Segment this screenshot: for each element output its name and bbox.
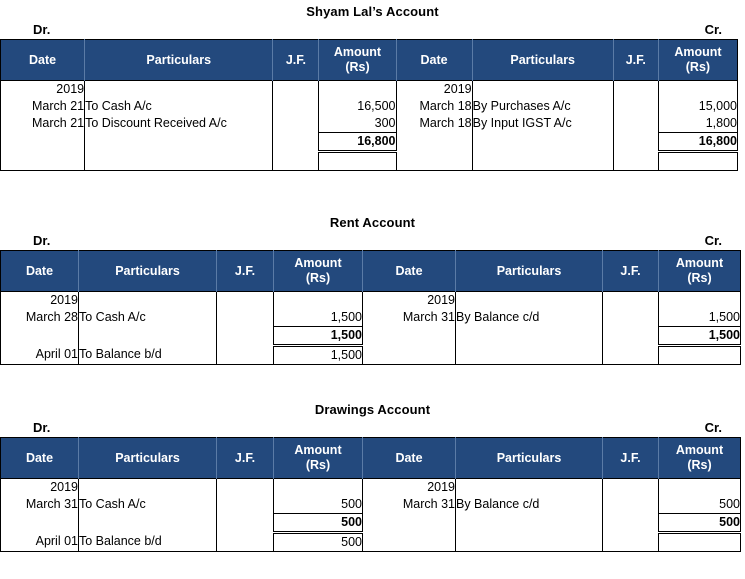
cell-year-credit: 2019	[363, 479, 456, 497]
credit-side-label: Cr.	[704, 22, 722, 37]
cell-total-credit: 1,500	[659, 327, 741, 346]
ledger-table-rent	[0, 250, 741, 365]
cell-particulars	[472, 81, 613, 99]
cell-amount: 1,500	[659, 309, 741, 327]
cell-jf	[273, 81, 319, 99]
cell-particulars: To Cash A/c	[79, 309, 217, 327]
cell-particulars: To Cash A/c	[79, 496, 217, 514]
header-particulars-debit: Particulars	[79, 251, 217, 292]
header-amount-line2: (Rs)	[687, 271, 712, 285]
cell-spacer	[273, 133, 319, 152]
header-amount-line1: Amount	[294, 443, 342, 457]
cell-date: March 31	[1, 496, 79, 514]
debit-side-label: Dr.	[33, 22, 51, 37]
cell-spacer	[456, 327, 603, 346]
cell-spacer	[603, 327, 659, 346]
header-date-debit: Date	[1, 251, 79, 292]
table-total-row	[1, 133, 738, 152]
cell-amount: 500	[659, 496, 741, 514]
cell-year-credit: 2019	[363, 292, 456, 310]
header-jf-credit: J.F.	[603, 438, 659, 479]
cell-particulars: By Purchases A/c	[472, 98, 613, 115]
header-jf-debit: J.F.	[273, 40, 319, 81]
header-jf-credit: J.F.	[603, 251, 659, 292]
cell-total-credit: 16,800	[658, 133, 737, 152]
cell-date: March 18	[396, 98, 472, 115]
cell-amount-bd: 1,500	[274, 346, 363, 365]
cell-amount: 1,800	[658, 115, 737, 133]
cell-blank	[472, 152, 613, 171]
cell-jf	[273, 115, 319, 133]
cell-amount	[658, 81, 737, 99]
cell-jf	[613, 115, 658, 133]
account-block-drawings	[0, 402, 745, 552]
cell-spacer	[217, 514, 274, 533]
table-row	[1, 309, 741, 327]
cell-jf	[603, 309, 659, 327]
cell-jf	[603, 292, 659, 310]
cell-amount	[319, 81, 396, 99]
header-date-debit: Date	[1, 438, 79, 479]
cell-spacer	[79, 327, 217, 346]
cell-amount: 300	[319, 115, 396, 133]
credit-side-label: Cr.	[704, 420, 722, 435]
cell-blank	[603, 346, 659, 365]
cell-spacer	[217, 327, 274, 346]
header-amount-line2: (Rs)	[305, 271, 331, 285]
header-amount-credit	[659, 438, 741, 479]
cell-spacer	[456, 514, 603, 533]
cell-jf	[217, 496, 274, 514]
cell-spacer	[613, 133, 658, 152]
cell-spacer	[472, 133, 613, 152]
cell-jf	[217, 346, 274, 365]
cell-total-debit: 500	[274, 514, 363, 533]
account-title: Shyam Lal’s Account	[306, 4, 439, 19]
header-amount-credit	[658, 40, 737, 81]
cell-spacer	[1, 133, 85, 152]
cell-blank	[273, 152, 319, 171]
header-amount-debit	[274, 251, 363, 292]
cell-jf	[217, 533, 274, 552]
account-title: Drawings Account	[314, 402, 431, 417]
table-row	[1, 81, 738, 99]
cell-total-credit: 500	[659, 514, 741, 533]
header-amount-line1: Amount	[294, 256, 342, 270]
cell-year-credit: 2019	[396, 81, 472, 99]
cell-date: March 21	[1, 115, 85, 133]
cell-blank	[85, 152, 273, 171]
cell-spacer	[396, 133, 472, 152]
header-amount-line2: (Rs)	[687, 458, 712, 472]
cell-jf	[603, 479, 659, 497]
header-jf-debit: J.F.	[217, 251, 274, 292]
header-date-credit: Date	[396, 40, 472, 81]
header-amount-debit	[319, 40, 396, 81]
cell-jf	[603, 496, 659, 514]
cell-jf	[613, 98, 658, 115]
ledger-table-shyam-lal	[0, 39, 738, 171]
cell-spacer	[1, 514, 79, 533]
table-row-balance-brought-down	[1, 533, 741, 552]
header-date-credit: Date	[363, 438, 456, 479]
cell-amount: 16,500	[319, 98, 396, 115]
cell-jf	[217, 292, 274, 310]
cell-year-debit: 2019	[1, 479, 79, 497]
header-jf-debit: J.F.	[217, 438, 274, 479]
header-date-credit: Date	[363, 251, 456, 292]
cell-particulars-bd: To Balance b/d	[79, 533, 217, 552]
cell-blank	[456, 533, 603, 552]
debit-side-label: Dr.	[33, 233, 51, 248]
cell-blank	[363, 533, 456, 552]
table-row	[1, 496, 741, 514]
table-row	[1, 115, 738, 133]
cell-date: March 21	[1, 98, 85, 115]
cell-total-debit: 16,800	[319, 133, 396, 152]
ledger-table-drawings	[0, 437, 741, 552]
cell-date: March 18	[396, 115, 472, 133]
cell-total-debit: 1,500	[274, 327, 363, 346]
dr-cr-row	[0, 231, 745, 250]
header-amount-line2: (Rs)	[345, 60, 370, 74]
cell-amount-bd: 500	[274, 533, 363, 552]
table-total-row	[1, 514, 741, 533]
table-header-row	[1, 40, 738, 81]
cell-blank	[658, 152, 737, 171]
cell-blank	[659, 533, 741, 552]
cell-amount: 1,500	[274, 309, 363, 327]
table-row-balance-brought-down	[1, 346, 741, 365]
header-particulars-debit: Particulars	[85, 40, 273, 81]
cell-date-bd: April 01	[1, 533, 79, 552]
header-amount-line1: Amount	[675, 256, 724, 270]
table-header-row	[1, 251, 741, 292]
header-amount-line2: (Rs)	[305, 458, 331, 472]
cell-jf	[217, 479, 274, 497]
cell-amount	[659, 292, 741, 310]
cell-date: March 31	[363, 309, 456, 327]
credit-side-label: Cr.	[704, 233, 722, 248]
cell-spacer	[79, 514, 217, 533]
cell-blank	[659, 346, 741, 365]
cell-blank	[319, 152, 396, 171]
header-amount-line1: Amount	[333, 45, 382, 59]
header-particulars-credit: Particulars	[456, 438, 603, 479]
table-row	[1, 479, 741, 497]
cell-amount: 15,000	[658, 98, 737, 115]
cell-jf	[613, 81, 658, 99]
cell-date: March 31	[363, 496, 456, 514]
cell-spacer	[85, 133, 273, 152]
table-header-row	[1, 438, 741, 479]
cell-amount	[274, 292, 363, 310]
table-row	[1, 292, 741, 310]
header-particulars-credit: Particulars	[472, 40, 613, 81]
dr-cr-row	[0, 20, 745, 39]
header-amount-debit	[274, 438, 363, 479]
cell-blank	[363, 346, 456, 365]
debit-side-label: Dr.	[33, 420, 51, 435]
header-amount-line1: Amount	[675, 443, 724, 457]
cell-particulars	[85, 81, 273, 99]
cell-spacer	[363, 514, 456, 533]
header-date-debit: Date	[1, 40, 85, 81]
header-particulars-credit: Particulars	[456, 251, 603, 292]
cell-particulars	[456, 479, 603, 497]
cell-year-debit: 2019	[1, 81, 85, 99]
cell-jf	[217, 309, 274, 327]
cell-amount	[274, 479, 363, 497]
cell-date-bd: April 01	[1, 346, 79, 365]
header-jf-credit: J.F.	[613, 40, 658, 81]
cell-particulars-bd: To Balance b/d	[79, 346, 217, 365]
cell-spacer	[1, 327, 79, 346]
table-row	[1, 98, 738, 115]
cell-particulars	[79, 479, 217, 497]
account-title: Rent Account	[329, 215, 416, 230]
table-total-row	[1, 327, 741, 346]
header-amount-credit	[659, 251, 741, 292]
cell-spacer	[363, 327, 456, 346]
account-block-shyam-lal	[0, 4, 745, 171]
cell-blank	[396, 152, 472, 171]
cell-particulars: To Cash A/c	[85, 98, 273, 115]
cell-particulars: By Input IGST A/c	[472, 115, 613, 133]
cell-spacer	[603, 514, 659, 533]
cell-amount: 500	[274, 496, 363, 514]
header-amount-line2: (Rs)	[685, 60, 711, 74]
cell-blank	[613, 152, 658, 171]
header-amount-line1: Amount	[674, 45, 722, 59]
cell-particulars	[456, 292, 603, 310]
account-block-rent	[0, 215, 745, 365]
cell-date: March 28	[1, 309, 79, 327]
header-particulars-debit: Particulars	[79, 438, 217, 479]
cell-particulars: By Balance c/d	[456, 309, 603, 327]
cell-blank	[1, 152, 85, 171]
cell-particulars	[79, 292, 217, 310]
table-row	[1, 152, 738, 171]
cell-blank	[603, 533, 659, 552]
cell-year-debit: 2019	[1, 292, 79, 310]
cell-blank	[456, 346, 603, 365]
cell-jf	[273, 98, 319, 115]
cell-amount	[659, 479, 741, 497]
cell-particulars: By Balance c/d	[456, 496, 603, 514]
cell-particulars: To Discount Received A/c	[85, 115, 273, 133]
dr-cr-row	[0, 418, 745, 437]
